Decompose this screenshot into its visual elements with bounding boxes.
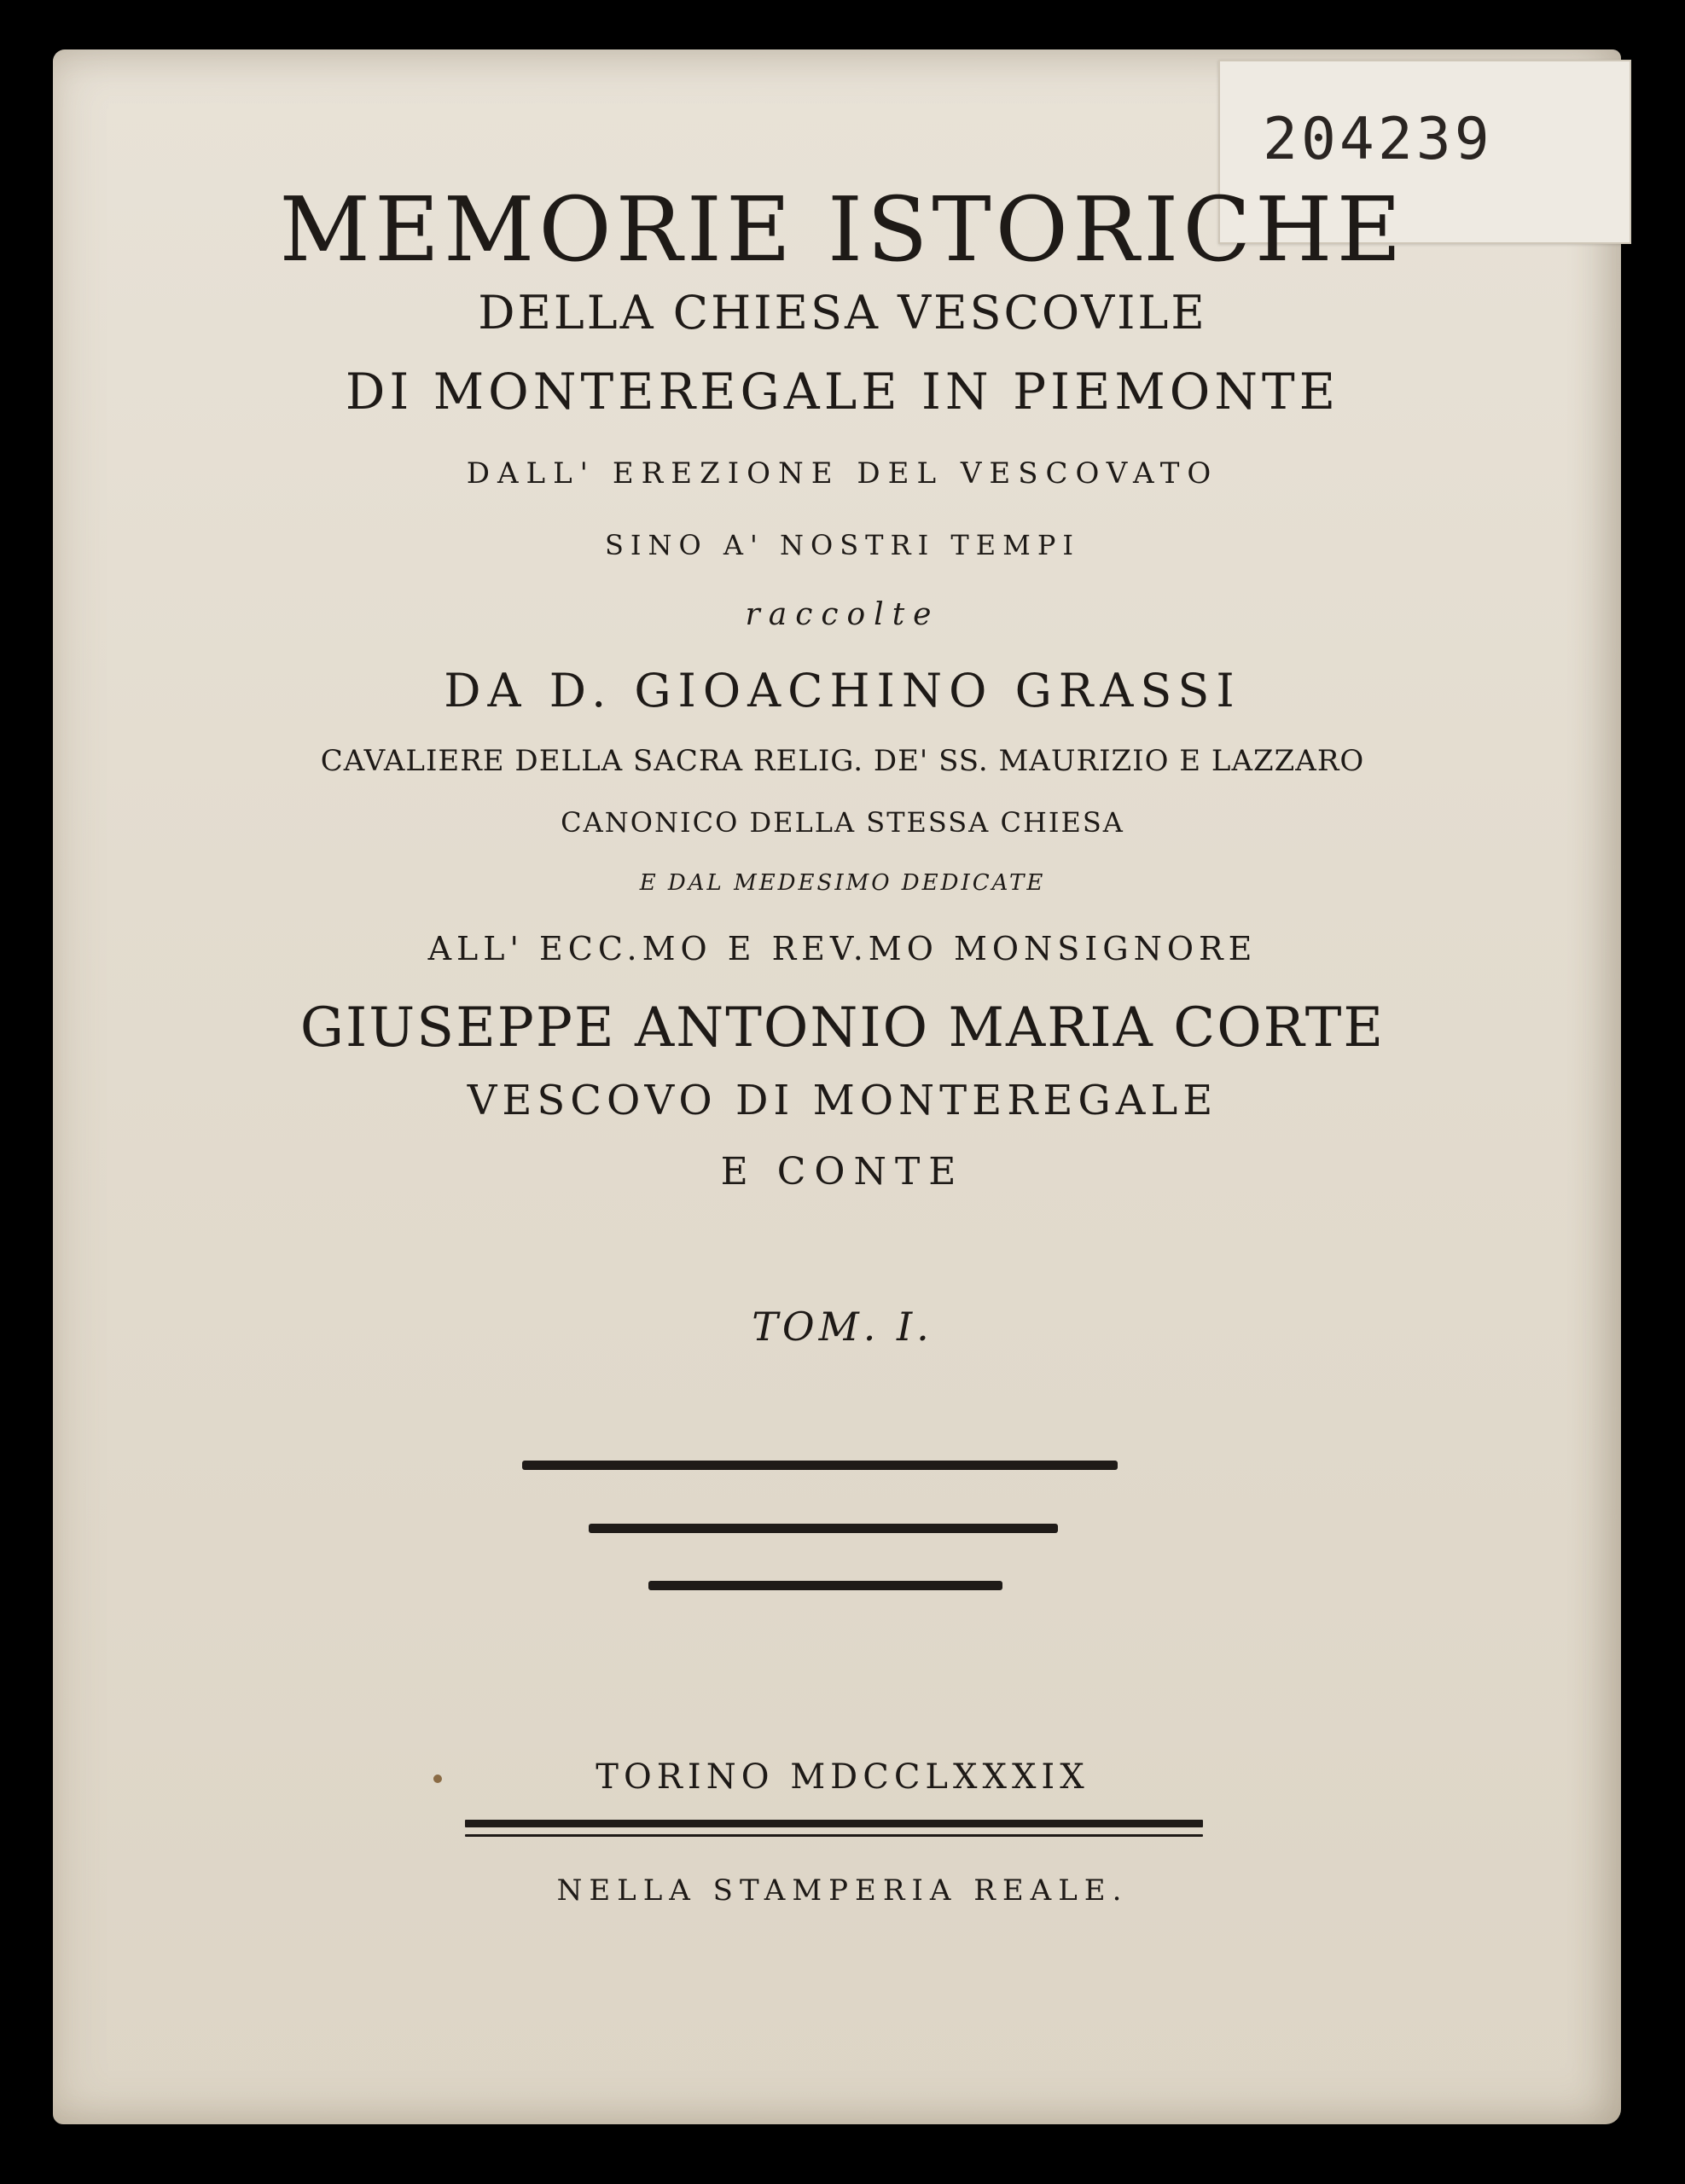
author-name: DA D. GIOACHINO GRASSI bbox=[444, 664, 1241, 717]
dedicatee-name: GIUSEPPE ANTONIO MARIA CORTE bbox=[299, 996, 1386, 1060]
ornamental-rule-short bbox=[648, 1581, 1002, 1590]
catalog-number: 204239 bbox=[1263, 106, 1493, 173]
subtitle-line-4: SINO A' NOSTRI TEMPI bbox=[604, 529, 1081, 561]
imprint-printer: NELLA STAMPERIA REALE. bbox=[556, 1873, 1129, 1908]
collected-by-line: raccolte bbox=[745, 597, 940, 632]
subtitle-line-1: DELLA CHIESA VESCOVILE bbox=[478, 286, 1207, 340]
subtitle-line-3: DALL' EREZIONE DEL VESCOVATO bbox=[466, 456, 1219, 491]
volume-number: TOM. I. bbox=[752, 1304, 933, 1350]
dedicatee-title-1: VESCOVO DI MONTEREGALE bbox=[467, 1077, 1218, 1124]
subtitle-line-2: DI MONTEREGALE IN PIEMONTE bbox=[345, 363, 1340, 421]
paper-foxing-spot bbox=[433, 1774, 442, 1783]
imprint-double-rule-bottom bbox=[465, 1834, 1203, 1837]
book-title: MEMORIE ISTORICHE bbox=[279, 177, 1406, 282]
dedicatee-title-2: E CONTE bbox=[720, 1150, 965, 1194]
ornamental-rule-medium bbox=[589, 1524, 1058, 1533]
dedicatee-salutation: ALL' ECC.MO E REV.MO MONSIGNORE bbox=[427, 930, 1258, 967]
author-title-2: CANONICO DELLA STESSA CHIESA bbox=[561, 806, 1124, 839]
ornamental-rule-long bbox=[522, 1461, 1118, 1470]
imprint-double-rule-top bbox=[465, 1820, 1203, 1827]
dedication-line: E DAL MEDESIMO DEDICATE bbox=[639, 870, 1046, 896]
author-title-1: CAVALIERE DELLA SACRA RELIG. DE' SS. MAURIZIO E LAZZARO bbox=[320, 744, 1365, 778]
imprint-place-date: TORINO MDCCLXXXIX bbox=[596, 1757, 1089, 1797]
